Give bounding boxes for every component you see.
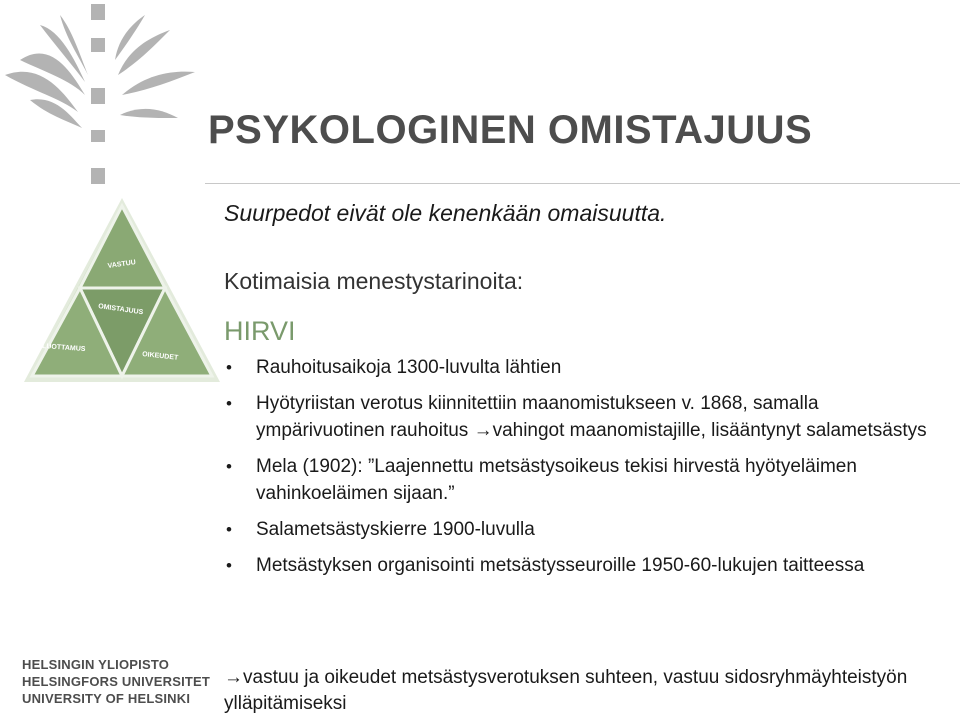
university-name-fi: HELSINGIN YLIOPISTO	[22, 657, 170, 672]
university-name	[22, 656, 210, 707]
pyramid-label-oikeudet: OIKEUDET	[141, 351, 179, 362]
intro-text: Kotimaisia menestystarinoita:	[224, 268, 524, 294]
section-heading: HIRVI	[224, 316, 296, 346]
university-name-en: UNIVERSITY OF HELSINKI	[22, 691, 191, 706]
subtitle: Suurpedot eivät ole kenenkään omaisuutta.	[224, 200, 667, 226]
bullet-item: • Hyötyriistan verotus kiinnitettiin maanomistukseen v. 1868, samalla ympärivuotinen rauhoitus →vahingot maanomistajille, lisääntynyt salametsästys	[224, 390, 944, 444]
pyramid-label-vastuu: VASTUU	[107, 259, 137, 270]
page-title: PSYKOLOGINEN OMISTAJUUS	[208, 108, 813, 152]
bullet-item: • Rauhoitusaikoja 1300-luvulta lähtien	[224, 354, 944, 381]
bullet-item: • Mela (1902): ”Laajennettu metsästysoikeus tekisi hirvestä hyötyeläimen vahinkoeläimen sijaan.”	[224, 453, 944, 507]
conclusion-note: →vastuu ja oikeudet metsästysverotuksen suhteen, vastuu sidosryhmäyhteistyön ylläpitämiseksi	[224, 667, 908, 714]
bullet-item: • Salametsästyskierre 1900-luvulla	[224, 516, 944, 543]
university-name-sv: HELSINGFORS UNIVERSITET	[22, 674, 211, 689]
bullet-item: • Metsästyksen organisointi metsästysseuroille 1950-60-lukujen taitteessa	[224, 552, 944, 579]
university-flame-logo	[0, 0, 200, 190]
ownership-pyramid	[20, 196, 220, 386]
title-divider	[205, 183, 960, 184]
pyramid-label-luottamus: LUOTTAMUS	[41, 343, 86, 354]
bullet-list	[224, 354, 944, 588]
pyramid-label-omistajuus: OMISTAJUUS	[97, 303, 144, 317]
